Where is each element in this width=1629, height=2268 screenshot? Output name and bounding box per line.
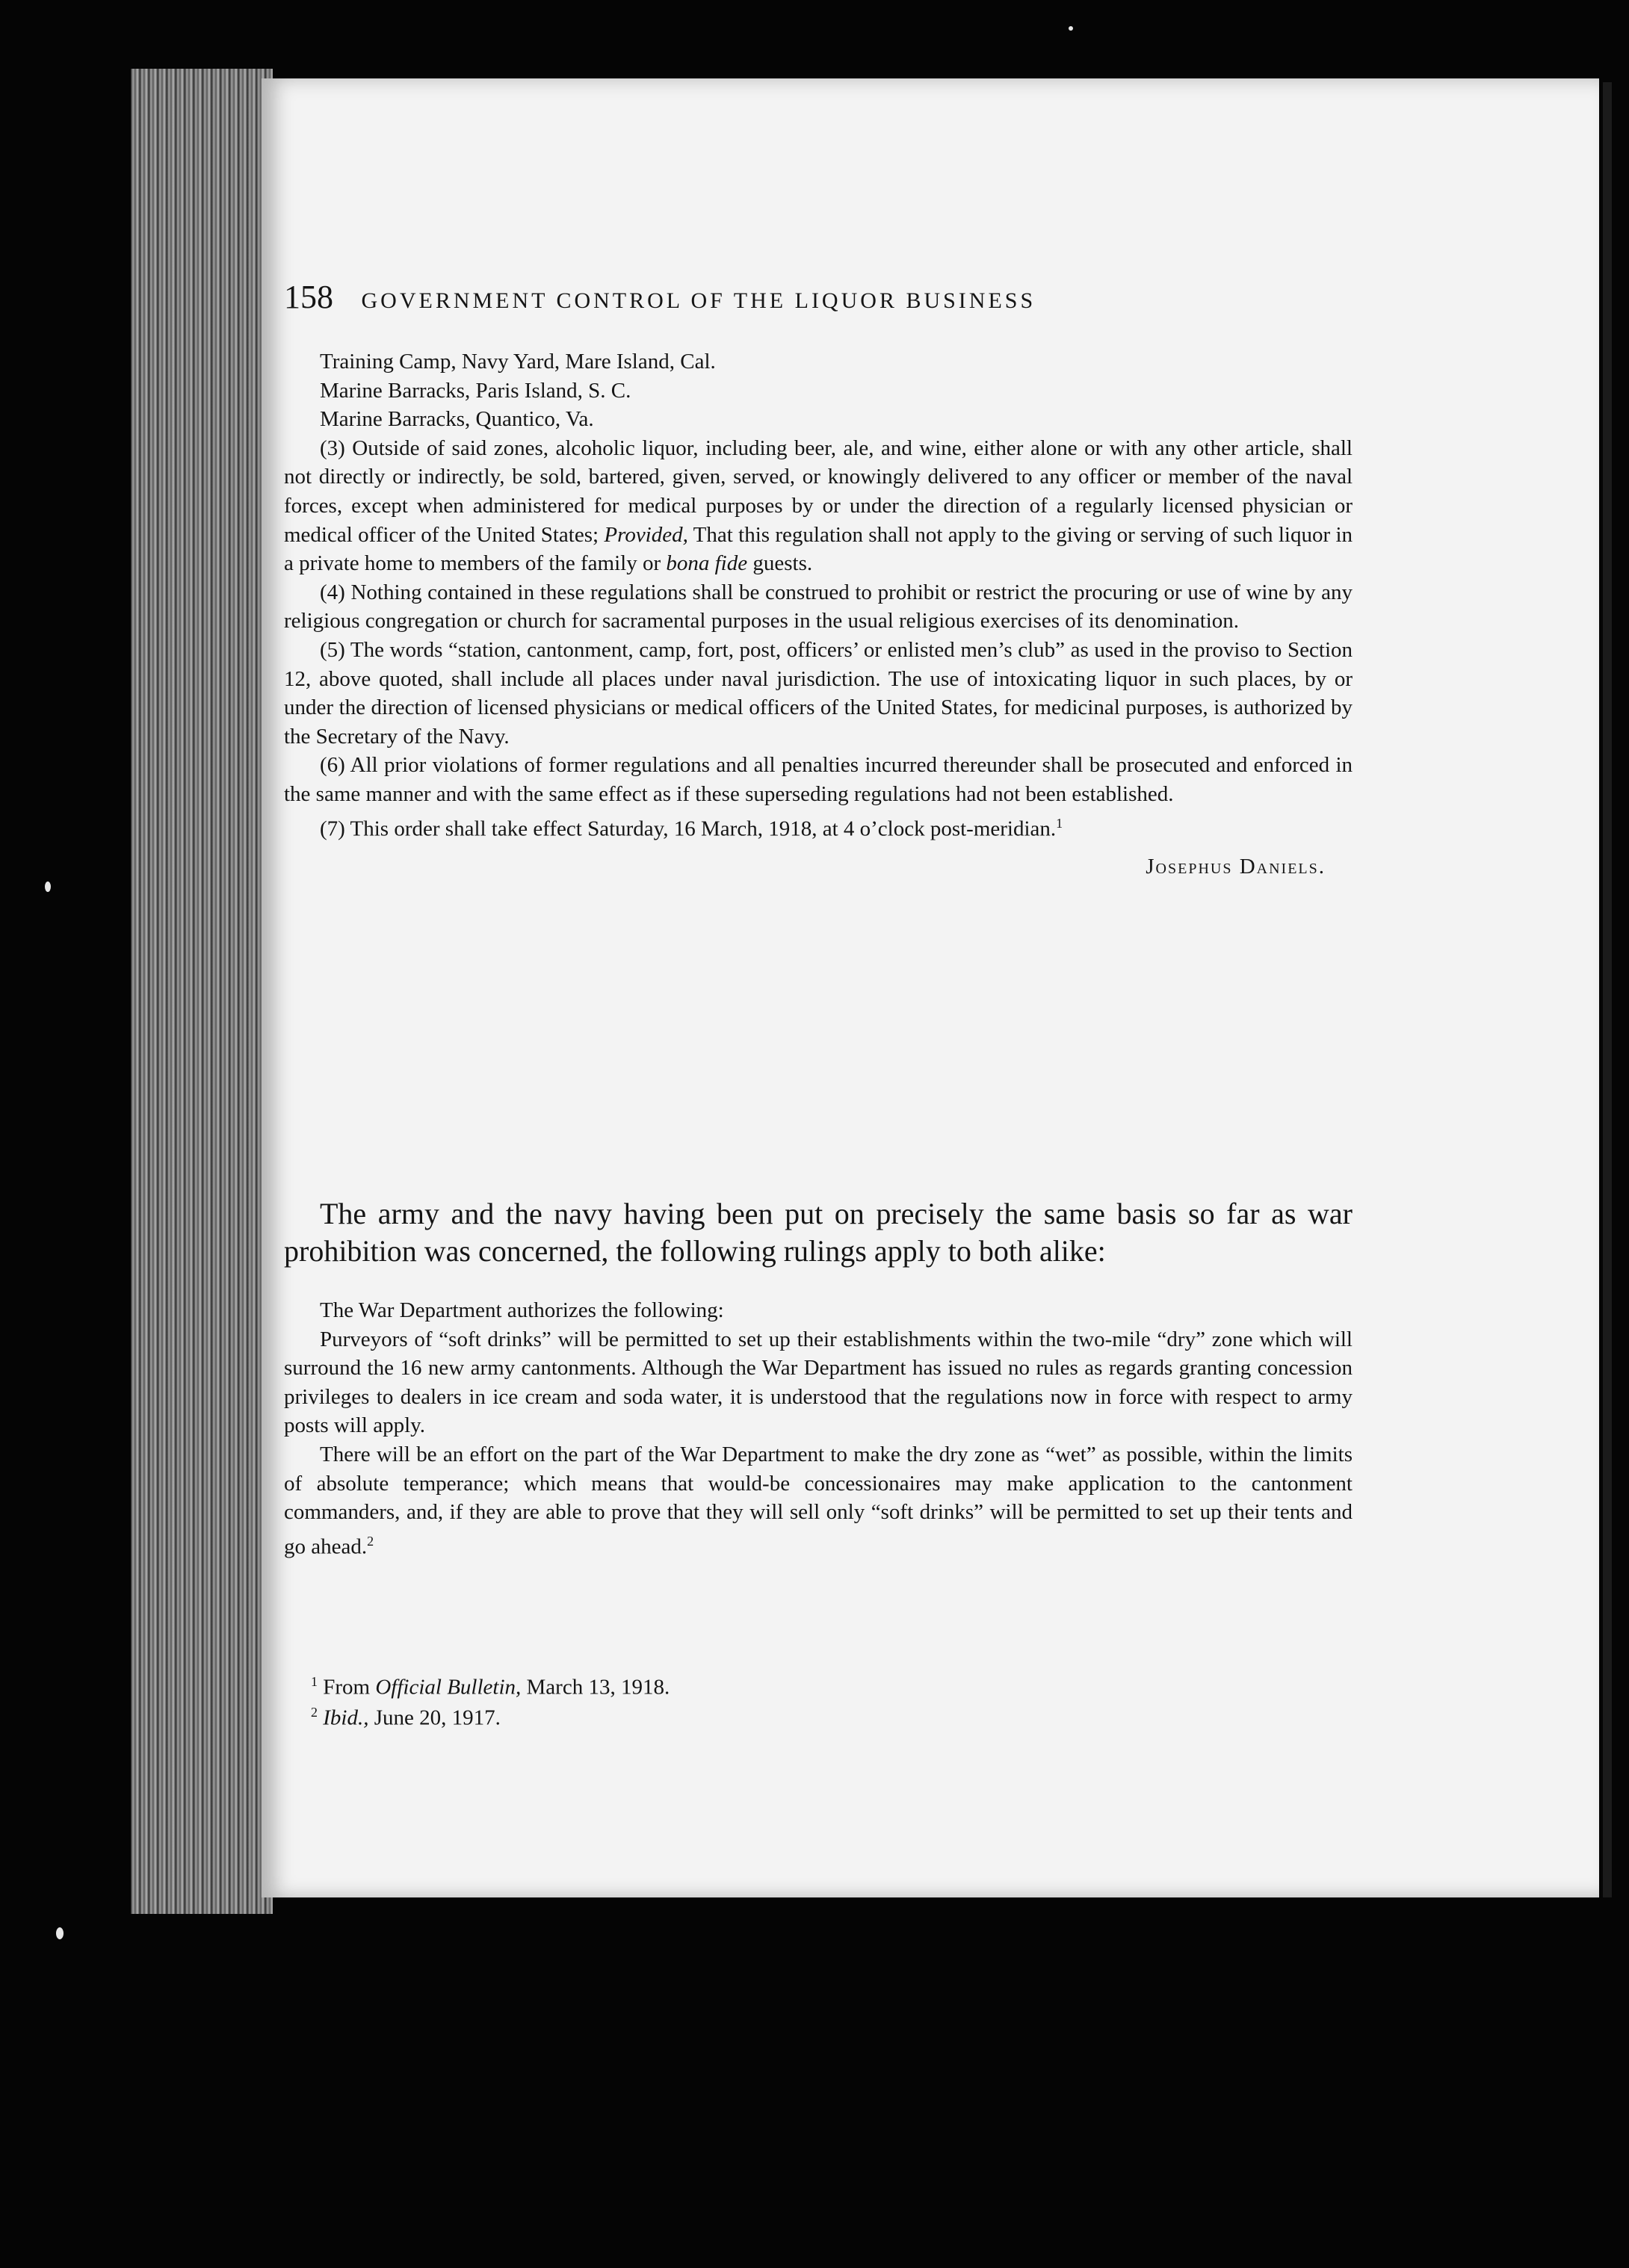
footnote-ref: 1 (1056, 815, 1063, 831)
footnote-ref: 2 (367, 1533, 374, 1549)
footnotes (284, 1670, 1379, 1730)
list-line: Training Camp, Navy Yard, Mare Island, Cal. (320, 350, 716, 374)
dust-speck (56, 1927, 64, 1939)
page-gutter-shadow (1603, 82, 1612, 1897)
dust-speck (45, 882, 51, 892)
war-paragraph-2: There will be an effort on the part of the War Department to make the dry zone as “wet” as possible, within the limits of absolute temperance; which means that would-be concessionaires may make application to the cantonment commanders, and, if they are able to prove that they will sell only “soft drinks” will be permitted to set up their tents and go ahead.$^2$ (284, 1442, 1353, 1559)
transition-paragraph: The army and the navy having been put on precisely the same basis so far as war prohibition was concerned, the following rulings apply to both alike: (284, 1197, 1353, 1268)
page-number: 158 (284, 279, 333, 315)
paragraph-6: (6) All prior violations of former regulations and all penalties incurred thereunder shall be prosecuted and enforced in the same manner and with the same effect as if these superseding regulations had not been established. (284, 753, 1353, 806)
running-head (284, 278, 1353, 316)
war-department-section (284, 1296, 1353, 1561)
list-line: Marine Barracks, Quantico, Va. (320, 407, 594, 432)
war-intro: The War Department authorizes the following: (320, 1298, 724, 1322)
paragraph-3: (3) Outside of said zones, alcoholic liquor, including beer, ale, and wine, either alone or with any other article, shall not directly or indirectly, be sold, bartered, given, served, or knowingly delivered to any officer or member of the naval forces, except when administered for medical purposes by or under the direction of a regularly licensed physician or medical officer of the United States; Provided, That this regulation shall not apply to the giving or serving of such liquor in a private home to members of the family or bona fide guests. (284, 436, 1353, 576)
paragraph-5: (5) The words “station, cantonment, camp, fort, post, officers’ or enlisted men’s club” as used in the proviso to Section 12, above quoted, shall include all places under naval jurisdiction. The use of intoxicating liquor in such places, by or under the direction of licensed physicians or medical officers of the United States, for medicinal purposes, is authorized by the Secretary of the Navy. (284, 637, 1353, 749)
running-title: GOVERNMENT CONTROL OF THE LIQUOR BUSINESS (361, 288, 1036, 313)
footnote: $^1$ From Official Bulletin, March 13, 1918. (311, 1674, 670, 1700)
war-paragraph-1: Purveyors of “soft drinks” will be permitted to set up their establishments within the two-mile “dry” zone which will surround the 16 new army cantonments. Although the War Department has issued no rules as regards granting concession privileges to dealers in ice cream and soda water, it is understood that the regulations now in force with respect to army posts will apply. (284, 1327, 1353, 1438)
paragraph-4: (4) Nothing contained in these regulations shall be construed to prohibit or restrict the procuring or use of wine by any religious congregation or church for sacramental purposes in the usual religious exercises of its denomination. (284, 580, 1353, 633)
footnote: $^2$ Ibid., June 20, 1917. (311, 1704, 501, 1730)
navy-regulations-section (284, 347, 1353, 881)
paragraph-7: (7) This order shall take effect Saturday, 16 March, 1918, at 4 o’clock post-meridian.$^1$ (320, 815, 1063, 841)
signature: Josephus Daniels. (1146, 854, 1326, 879)
dust-speck (1069, 26, 1073, 31)
book-page-edges (131, 69, 273, 1914)
list-line: Marine Barracks, Paris Island, S. C. (320, 378, 631, 403)
